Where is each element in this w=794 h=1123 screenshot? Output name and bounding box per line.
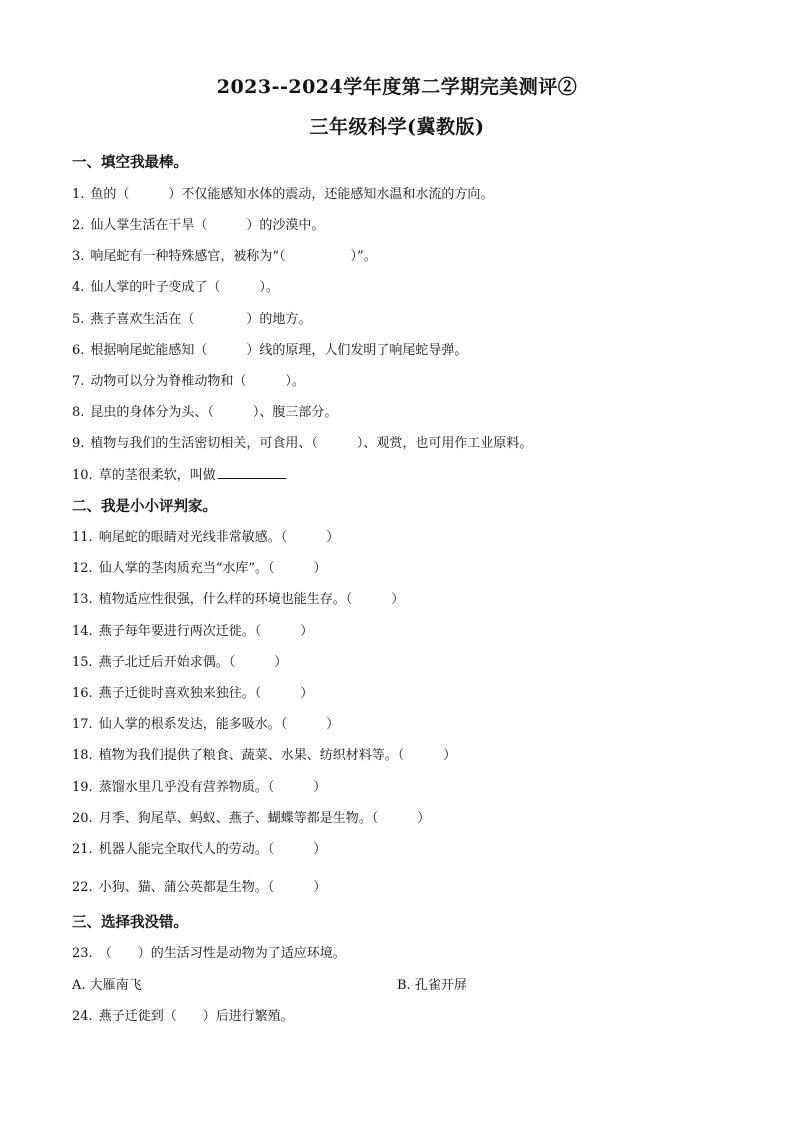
section-fill-blank: 一、填空我最棒。 — [72, 154, 188, 171]
question-10: 10. 草的茎很柔软，叫做 — [72, 464, 286, 483]
question-22: 22. 小狗、猫、蒲公英都是生物。（ ） — [72, 880, 327, 895]
question-13: 13. 植物适应性很强，什么样的环境也能生存。（ ） — [72, 592, 405, 607]
option-b[interactable]: B. 孔雀开屏 — [397, 978, 467, 993]
question-16: 16. 燕子迁徙时喜欢独来独往。（ ） — [72, 686, 314, 701]
question-14: 14. 燕子每年要进行两次迁徙。（ ） — [72, 624, 314, 639]
question-17: 17. 仙人掌的根系发达，能多吸水。（ ） — [72, 717, 340, 732]
option-a[interactable]: A. 大雁南飞 — [72, 978, 142, 993]
question-15: 15. 燕子北迁后开始求偶。（ ） — [72, 655, 288, 670]
question-9: 9. 植物与我们的生活密切相关，可食用、（ ）、观赏，也可用作工业原料。 — [72, 436, 533, 451]
question-23: 23. （ ）的生活习性是动物为了适应环境。 — [72, 946, 346, 961]
question-5: 5. 燕子喜欢生活在（ ）的地方。 — [72, 312, 312, 327]
section-true-false: 二、我是小小评判家。 — [72, 498, 217, 515]
question-1: 1. 鱼的（ ）不仅能感知水体的震动，还能感知水温和水流的方向。 — [72, 187, 494, 202]
question-8: 8. 昆虫的身体分为头、（ ）、腹三部分。 — [72, 405, 338, 420]
question-11: 11. 响尾蛇的眼睛对光线非常敏感。（ ） — [72, 530, 340, 545]
question-3: 3. 响尾蛇有一种特殊感官，被称为“（ ）”。 — [72, 249, 377, 264]
question-19: 19. 蒸馏水里几乎没有营养物质。（ ） — [72, 780, 327, 795]
question-4: 4. 仙人掌的叶子变成了（ ）。 — [72, 280, 279, 295]
question-12: 12. 仙人掌的茎肉质充当“水库”。（ ） — [72, 561, 327, 576]
question-6: 6. 根据响尾蛇能感知（ ）线的原理，人们发明了响尾蛇导弹。 — [72, 343, 468, 358]
exam-title: 2023--2024学年度第二学期完美测评② — [216, 76, 578, 98]
question-2: 2. 仙人掌生活在干旱（ ）的沙漠中。 — [72, 218, 325, 233]
question-20: 20. 月季、狗尾草、蚂蚁、燕子、蝴蝶等都是生物。（ ） — [72, 811, 431, 826]
section-multiple-choice: 三、选择我没错。 — [72, 914, 188, 931]
question-18: 18. 植物为我们提供了粮食、蔬菜、水果、纺织材料等。（ ） — [72, 748, 457, 763]
exam-subtitle: 三年级科学(冀教版) — [309, 116, 485, 138]
question-7: 7. 动物可以分为脊椎动物和（ ）。 — [72, 374, 305, 389]
question-24: 24. 燕子迁徙到（ ）后进行繁殖。 — [72, 1009, 294, 1024]
question-21: 21. 机器人能完全取代人的劳动。（ ） — [72, 842, 327, 857]
answer-blank-line[interactable] — [218, 466, 286, 479]
